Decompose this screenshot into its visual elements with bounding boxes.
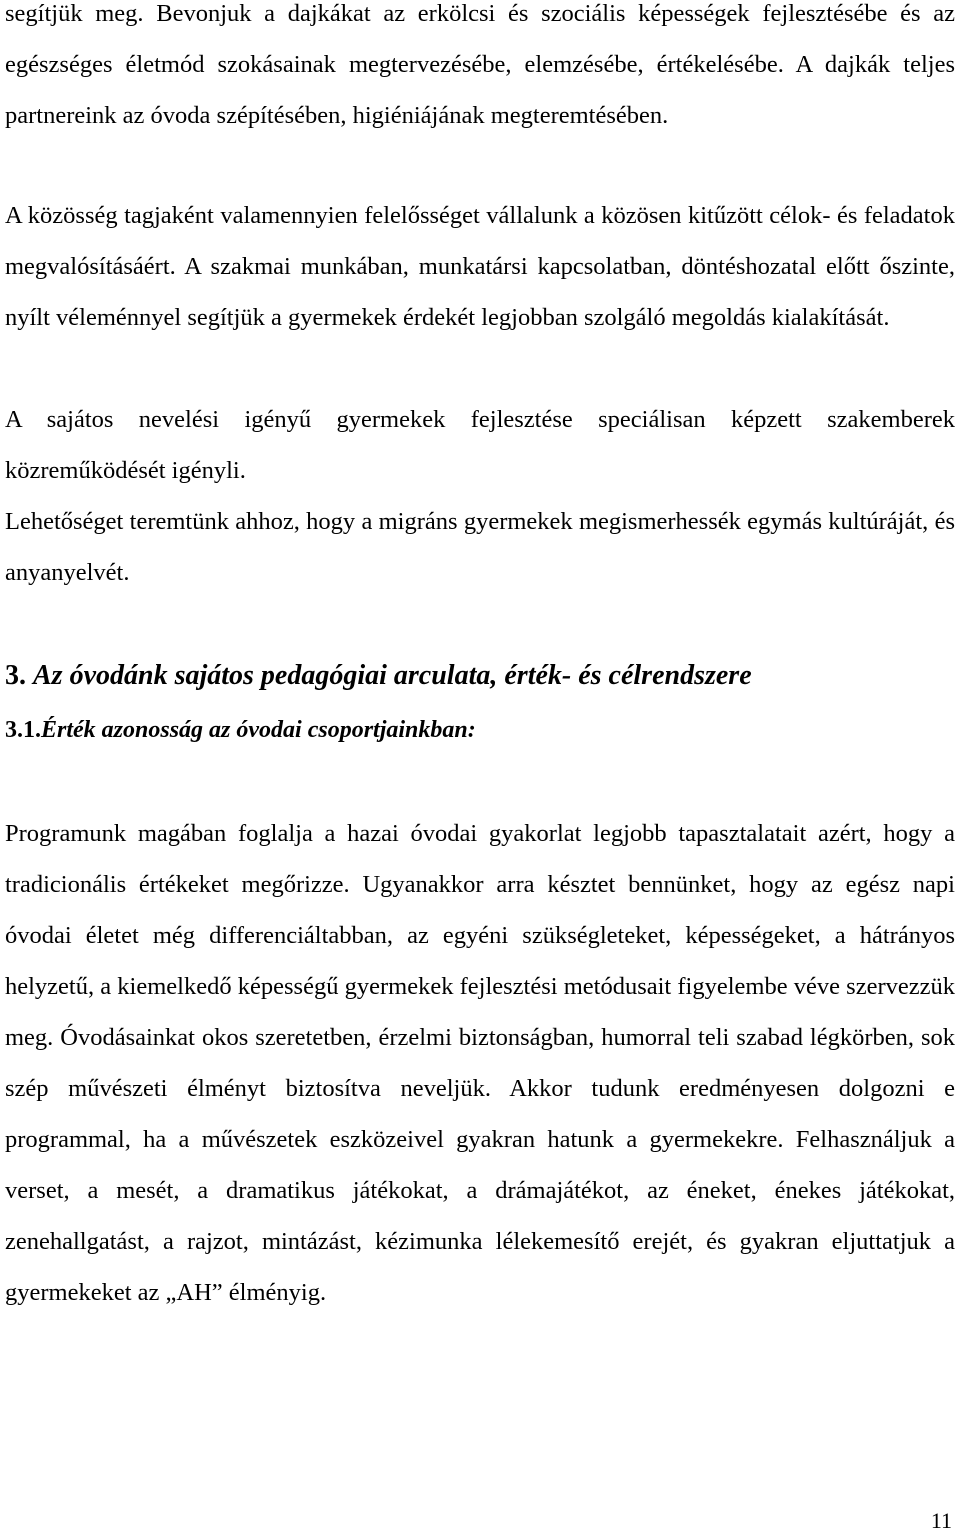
subsection-number: 3.1. bbox=[5, 717, 41, 743]
section-title: Az óvodánk sajátos pedagógiai arculata, érték- és célrendszere bbox=[33, 660, 752, 691]
paragraph-sajatos-nevelesi-igeny: A sajátos nevelési igényű gyermekek fejlesztése speciálisan képzett szakemberek közreműködését igényli. bbox=[5, 406, 955, 484]
paragraph-dajkak: segítjük meg. Bevonjuk a dajkákat az erkölcsi és szociális képességek fejlesztésébe és az egészséges életmód szokásainak megtervezésébe, elemzésébe, értékelésébe. A dajkák teljes partnereink az óvoda szépítésében, higiéniájának megteremtésében. bbox=[5, 0, 955, 129]
paragraph-program: Programunk magában foglalja a hazai óvodai gyakorlat legjobb tapasztalatait azért, hogy a tradicionális értékeket megőrizze. Ugyanakkor arra késztet bennünket, hogy az egész napi óvodai életet még differenciáltabban, az egyéni szükségleteket, képességeket, a hátrányos helyzetű, a kiemelkedő képességű gyermekek fejlesztési metódusait figyelembe véve szervezzük meg. Óvodásainkat okos szeretetben, érzelmi biztonságban, humorral teli szabad légkörben, sok szép művészeti élményt biztosítva neveljük. Akkor tudunk eredményesen dolgozni e programmal, ha a művészetek eszközeivel gyakran hatunk a gyermekekre. Felhasználjuk a verset, a mesét, a dramatikus játékokat, a drámajátékot, az éneket, énekes játékokat, zenehallgatást, a rajzot, mintázást, kézimunka lélekemesítő erejét, és gyakran eljuttatjuk a gyermekeket az „AH” élményig. bbox=[5, 820, 955, 1306]
section-heading-3-1 bbox=[5, 712, 476, 748]
paragraph-kozosseg: A közösség tagjaként valamennyien felelősséget vállalunk a közösen kitűzött célok- és feladatok megvalósításáért. A szakmai munkában, munkatársi kapcsolatban, döntéshozatal előtt őszinte, nyílt véleménnyel segítjük a gyermekek érdekét legjobban szolgáló megoldás kialakítását. bbox=[5, 202, 955, 331]
section-number: 3. bbox=[5, 660, 26, 691]
page-number: 11 bbox=[930, 1508, 952, 1533]
paragraph-migrans-gyermekek: Lehetőséget teremtünk ahhoz, hogy a migráns gyermekek megismerhessék egymás kultúráját, és anyanyelvét. bbox=[5, 508, 955, 586]
section-heading-3 bbox=[5, 656, 752, 696]
subsection-title: Érték azonosság az óvodai csoportjainkban: bbox=[41, 717, 476, 743]
